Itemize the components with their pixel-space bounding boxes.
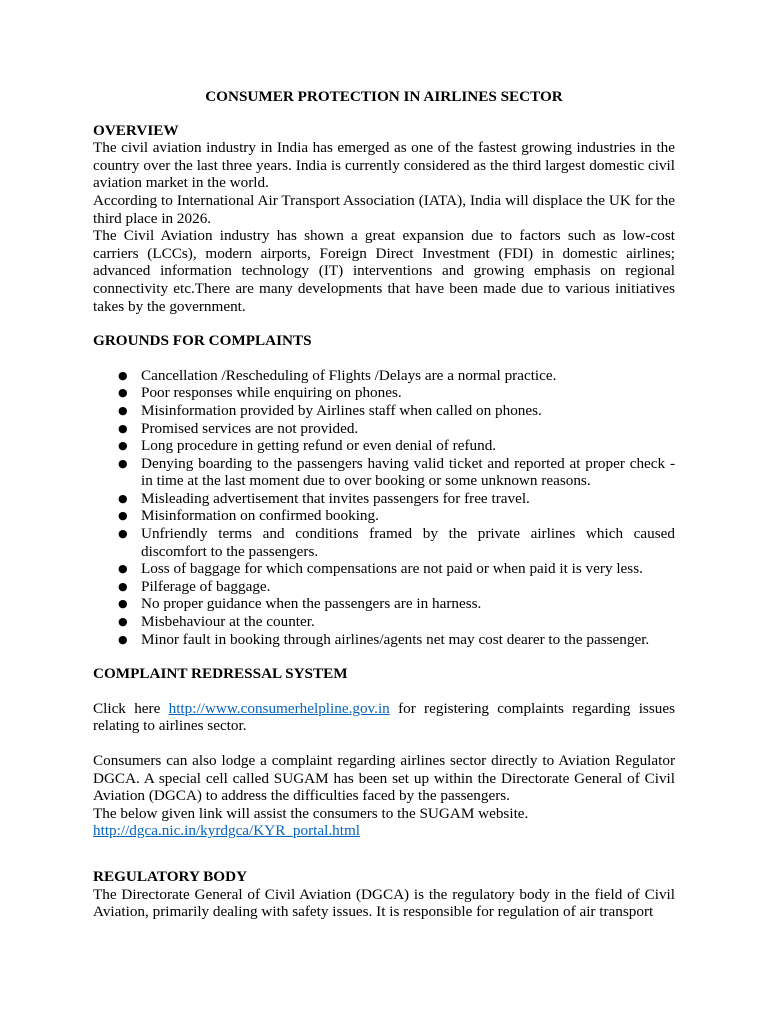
list-item: ● Unfriendly terms and conditions framed by the private airlines which caused discomfort to the passengers. (118, 525, 675, 560)
bullet-icon: ● (118, 491, 128, 505)
bullet-icon: ● (118, 632, 128, 646)
bullet-icon: ● (118, 403, 128, 417)
dgca-portal-link[interactable]: http://dgca.nic.in/kyrdgca/KYR_portal.html (93, 822, 360, 840)
bullet-icon: ● (118, 368, 128, 382)
overview-paragraph-2: According to International Air Transport Association (IATA), India will displace the UK for the third place in 2026. (93, 191, 675, 227)
document-page (93, 88, 675, 921)
overview-paragraph-1: The civil aviation industry in India has emerged as one of the fastest growing industries in the country over the last three years. India is currently considered as the third largest domestic civil aviation market in the world. (93, 139, 675, 192)
bullet-icon: ● (118, 386, 128, 400)
bullet-icon: ● (118, 456, 128, 470)
sugam-link-intro: The below given link will assist the consumers to the SUGAM website. (93, 804, 529, 822)
list-item: ● Poor responses while enquiring on phones. (118, 384, 402, 402)
grounds-list (93, 367, 675, 649)
bullet-icon: ● (118, 562, 128, 576)
document-title: CONSUMER PROTECTION IN AIRLINES SECTOR (205, 88, 563, 105)
list-item: ● Minor fault in booking through airlines/agents net may cost dearer to the passenger. (118, 630, 650, 648)
list-item: ● Loss of baggage for which compensations are not paid or when paid it is very less. (118, 560, 643, 578)
overview-paragraph-3: The Civil Aviation industry has shown a great expansion due to factors such as low-cost carriers (LCCs), modern airports, Foreign Direct Investment (FDI) in domestic airlines; advanced information technology (IT) interventions and growing emphasis on regional connectivity etc.There are many developments that have been made due to various initiatives takes by the government. (93, 227, 675, 315)
redressal-heading: COMPLAINT REDRESSAL SYSTEM (93, 665, 348, 683)
list-item: ● Denying boarding to the passengers having valid ticket and reported at proper check - in time at the last moment due to over booking or some unknown reasons. (118, 454, 675, 490)
bullet-icon: ● (118, 597, 128, 611)
list-item: ● Pilferage of baggage. (118, 577, 271, 595)
list-item: ● Long procedure in getting refund or even denial of refund. (118, 437, 497, 455)
bullet-icon: ● (118, 615, 128, 629)
regulatory-heading: REGULATORY BODY (93, 867, 248, 885)
overview-heading: OVERVIEW (93, 121, 179, 139)
list-item: ● Misinformation on confirmed booking. (118, 507, 379, 525)
list-item: ● Misbehaviour at the counter. (118, 613, 315, 631)
grounds-heading: GROUNDS FOR COMPLAINTS (93, 332, 312, 350)
bullet-icon: ● (118, 509, 128, 523)
bullet-icon: ● (118, 579, 128, 593)
consumer-helpline-link[interactable]: http://www.consumerhelpline.gov.in (168, 699, 390, 717)
sugam-paragraph: Consumers can also lodge a complaint regarding airlines sector directly to Aviation Regulator DGCA. A special cell called SUGAM has been set up within the Directorate General of Civil Aviation (DGCA) to address the difficulties faced by the passengers. (93, 752, 675, 805)
bullet-icon: ● (118, 421, 128, 435)
bullet-icon: ● (118, 527, 128, 541)
bullet-icon: ● (118, 439, 128, 453)
list-item: ● Promised services are not provided. (118, 419, 359, 437)
click-here-paragraph: Click here http://www.consumerhelpline.gov.in for registering complaints regarding issues relating to airlines sector. (93, 699, 675, 735)
list-item: ● No proper guidance when the passengers are in harness. (118, 595, 482, 613)
list-item: ● Misinformation provided by Airlines staff when called on phones. (118, 401, 542, 419)
regulatory-paragraph: The Directorate General of Civil Aviation (DGCA) is the regulatory body in the field of Civil Aviation, primarily dealing with safety issues. It is responsible for regulation of air transport (93, 885, 675, 921)
list-item: ● Misleading advertisement that invites passengers for free travel. (118, 489, 530, 507)
dgca-link-line (93, 822, 675, 840)
list-item: ● Cancellation /Rescheduling of Flights /Delays are a normal practice. (118, 366, 557, 384)
